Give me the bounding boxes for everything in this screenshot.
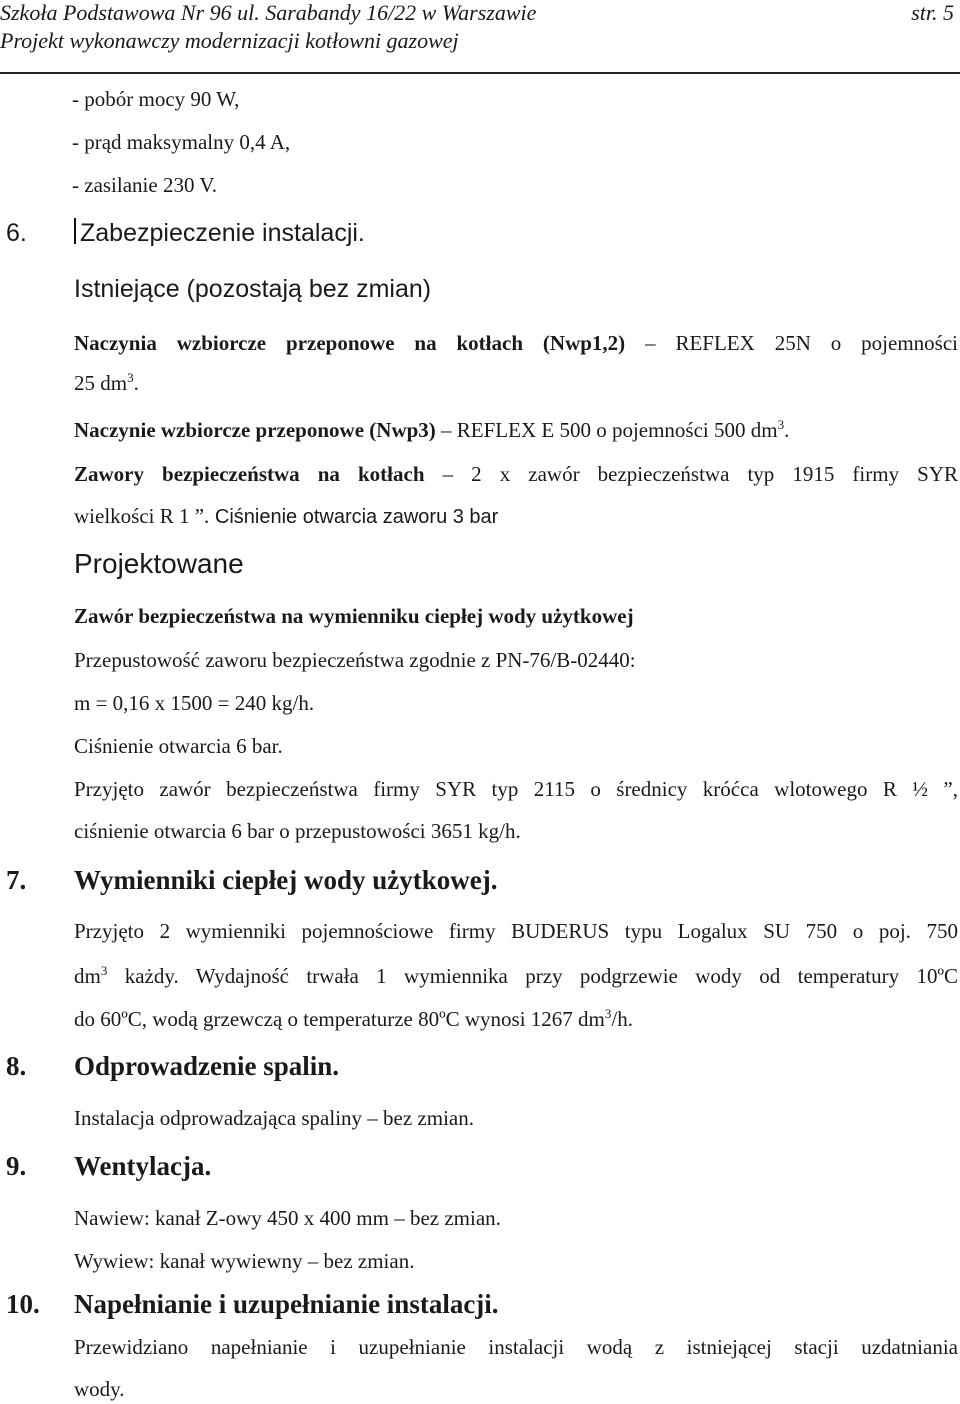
exchangers-sup: 3 <box>100 963 108 978</box>
section-7-number: 7. <box>6 865 27 895</box>
expansion-vessel-nwp3: Naczynie wzbiorcze przeponowe (Nwp3) <box>74 418 436 442</box>
existing-p2 <box>74 417 789 443</box>
text-cursor <box>74 218 76 244</box>
exchangers-line1: Przyjęto 2 wymienniki pojemnościowe firmy BUDERUS typu Logalux SU 750 o poj. 750 <box>74 919 958 943</box>
designed-valve-choice-line2: ciśnienie otwarcia 6 bar o przepustowości 3651 kg/h. <box>74 819 521 843</box>
nwp3-sup: 3 <box>777 417 785 432</box>
expansion-vessels-boilers: Naczynia wzbiorcze przeponowe na kotłach (Nwp1,2) <box>74 331 626 355</box>
ventilation-supply: Nawiew: kanał Z-owy 450 x 400 mm – bez zmian. <box>74 1206 501 1230</box>
existing-p3-line2 <box>74 503 498 530</box>
exchangers-temp-sup: 3 <box>604 1006 612 1021</box>
filling-line2: wody. <box>74 1377 125 1401</box>
header-page-number: str. 5 <box>911 0 954 25</box>
exchangers-line3 <box>74 1006 633 1032</box>
existing-heading: Istniejące (pozostają bez zmian) <box>74 275 432 303</box>
designed-pressure: Ciśnienie otwarcia 6 bar. <box>74 734 283 758</box>
flue-text: Instalacja odprowadzająca spaliny – bez zmian. <box>74 1106 474 1130</box>
expansion-vessel-nwp3-spec: – REFLEX E 500 o pojemności 500 dm <box>441 418 778 442</box>
designed-capacity: Przepustowość zaworu bezpieczeństwa zgodnie z PN-76/B-02440: <box>74 648 636 672</box>
nwp3-end: . <box>784 418 790 442</box>
filling-line1: Przewidziano napełnianie i uzupełnianie instalacji wodą z istniejącej stacji uzdatniania <box>74 1335 958 1359</box>
ventilation-exhaust: Wywiew: kanał wywiewny – bez zmian. <box>74 1249 415 1273</box>
existing-p1-line1 <box>74 330 958 356</box>
bullet-supply: - zasilanie 230 V. <box>72 173 218 197</box>
exchangers-capacity: każdy. Wydajność trwała 1 wymiennika przy podgrzewie wody od temperatury 10ºC <box>107 964 958 988</box>
section-6-heading <box>74 218 365 248</box>
safety-valves-boilers-spec: – 2 x zawór bezpieczeństwa typ 1915 firmy SYR <box>442 462 959 486</box>
valve-size: wielkości R 1 ”. <box>74 504 210 528</box>
bullet-power: - pobór mocy 90 W, <box>72 87 240 111</box>
designed-heading: Projektowane <box>74 548 244 579</box>
section-8-title: Odprowadzenie spalin. <box>74 1051 340 1081</box>
section-9-number: 9. <box>6 1151 27 1181</box>
exchangers-temp: do 60ºC, wodą grzewczą o temperaturze 80ºC wynosi 1267 dm <box>74 1007 605 1031</box>
existing-p3-line1 <box>74 461 958 487</box>
section-10-title: Napełnianie i uzupełnianie instalacji. <box>74 1289 499 1319</box>
section-10-number: 10. <box>6 1289 40 1319</box>
expansion-vessels-boilers-spec: – REFLEX 25N o pojemności <box>645 331 958 355</box>
exchangers-temp-end: /h. <box>611 1007 633 1031</box>
section-6-number: 6. <box>6 219 27 247</box>
designed-formula: m = 0,16 x 1500 = 240 kg/h. <box>74 691 315 715</box>
bullet-current: - prąd maksymalny 0,4 A, <box>72 130 291 154</box>
exchangers-unit: dm <box>74 964 101 988</box>
exchangers-line2 <box>74 963 958 989</box>
designed-valve-choice-line1: Przyjęto zawór bezpieczeństwa firmy SYR typ 2115 o średnicy króćca wlotowego R ½ ”, <box>74 777 958 801</box>
valve-opening-pressure: Ciśnienie otwarcia zaworu 3 bar <box>209 506 499 528</box>
section-8-number: 8. <box>6 1051 27 1081</box>
section-6-title: Zabezpieczenie instalacji. <box>80 219 365 247</box>
safety-valves-boilers: Zawory bezpieczeństwa na kotłach <box>74 462 425 486</box>
header-school: Szkoła Podstawowa Nr 96 ul. Sarabandy 16/22 w Warszawie <box>0 0 537 25</box>
volume-end: . <box>133 371 139 395</box>
section-9-title: Wentylacja. <box>74 1151 212 1181</box>
designed-valve-title: Zawór bezpieczeństwa na wymienniku ciepłej wody użytkowej <box>74 604 634 628</box>
existing-p1-line2 <box>74 370 139 396</box>
volume-sup: 3 <box>127 370 134 385</box>
volume-text: 25 dm <box>74 371 128 395</box>
header-project: Projekt wykonawczy modernizacji kotłowni gazowej <box>0 28 459 53</box>
section-7-title: Wymienniki ciepłej wody użytkowej. <box>74 865 498 895</box>
header-divider <box>0 72 960 74</box>
